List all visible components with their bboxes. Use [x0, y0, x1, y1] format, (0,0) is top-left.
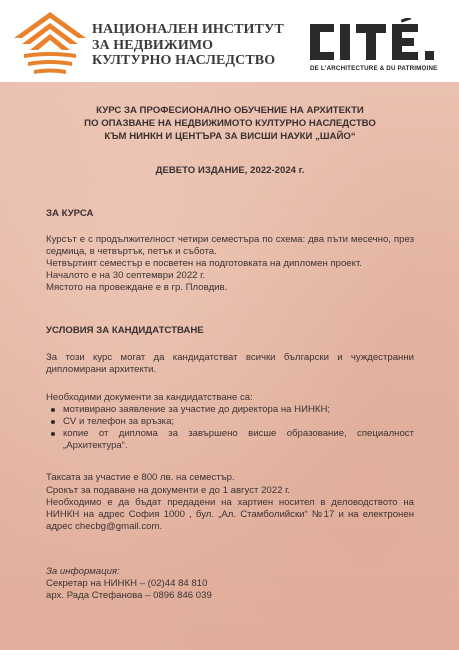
doc-item-text: мотивирано заявление за участие до директора на НИНКН; — [63, 404, 331, 415]
institute-name — [92, 22, 284, 69]
info-heading: За информация: — [46, 566, 120, 577]
about-details — [46, 258, 414, 294]
info-contacts — [46, 578, 414, 602]
course-title — [46, 104, 414, 144]
course-title-line: КЪМ НИНКН И ЦЕНТЪРА ЗА ВИСШИ НАУКИ „ШАЙО“ — [104, 131, 356, 143]
list-item — [46, 404, 414, 416]
about-line: Началото е на 30 септември 2022 г. — [46, 270, 206, 282]
eligibility-text: За този курс могат да кандидатстват всички български и чуждестранни дипломирани архитекти. — [46, 352, 414, 376]
about-line: Мястото на провеждане е в гр. Пловдив. — [46, 282, 228, 294]
ninkn-logo-icon — [12, 10, 88, 76]
list-item — [46, 416, 414, 428]
institute-name-line: НАЦИОНАЛЕН ИНСТИТУТ — [92, 22, 284, 37]
about-intro: Курсът е с продължителност четири семестъра по схема: два пъти месечно, през седмица, в четвъртък, петък и събота. — [46, 234, 414, 258]
list-item — [46, 428, 414, 452]
submission-text: Необходимо е да бъдат предадени на хартиен носител в деловодството на НИНКН на адрес София 1000 , бул. „Ал. Стамболийски“ №17 и на електронен адрес checbg@gmail.com. — [46, 497, 414, 533]
doc-item-text: копие от диплома за завършено висше образование, специалност „Архитектура“. — [63, 428, 414, 452]
docs-list — [46, 404, 414, 452]
cite-subtitle: DE L'ARCHITECTURE & DU PATRIMOINE — [310, 65, 438, 72]
fee-text: Таксата за участие е 800 лв. на семестър. — [46, 472, 235, 483]
institute-name-line: КУЛТУРНО НАСЛЕДСТВО — [92, 53, 276, 68]
bullet-icon — [51, 420, 55, 424]
course-title-line: КУРС ЗА ПРОФЕСИОНАЛНО ОБУЧЕНИЕ НА АРХИТЕКТИ — [96, 105, 364, 116]
contact-line: Секретар на НИНКН – (02)44 84 810 — [46, 578, 208, 589]
docs-intro: Необходими документи за кандидатстване са: — [46, 392, 253, 403]
cite-logo-icon — [308, 18, 448, 64]
contact-line: арх. Рада Стефанова – 0896 846 039 — [46, 590, 212, 602]
bullet-icon — [51, 408, 55, 412]
about-heading: ЗА КУРСА — [46, 208, 94, 219]
conditions-heading: УСЛОВИЯ ЗА КАНДИДАТСТВАНЕ — [46, 325, 204, 336]
doc-item-text: CV и телефон за връзка; — [63, 416, 175, 428]
cite-logo — [308, 18, 448, 78]
course-title-line: ПО ОПАЗВАНЕ НА НЕДВИЖИМОТО КУЛТУРНО НАСЛЕДСТВО — [84, 118, 376, 130]
deadline-text: Срокът за подаване на документи е до 1 август 2022 г. — [46, 485, 291, 496]
header — [0, 0, 459, 82]
edition: ДЕВЕТО ИЗДАНИЕ, 2022-2024 г. — [155, 165, 305, 176]
institute-name-line: ЗА НЕДВИЖИМО — [92, 37, 214, 53]
bullet-icon — [51, 432, 55, 436]
about-line: Четвъртият семестър е посветен на подготовката на дипломен проект. — [46, 258, 362, 269]
